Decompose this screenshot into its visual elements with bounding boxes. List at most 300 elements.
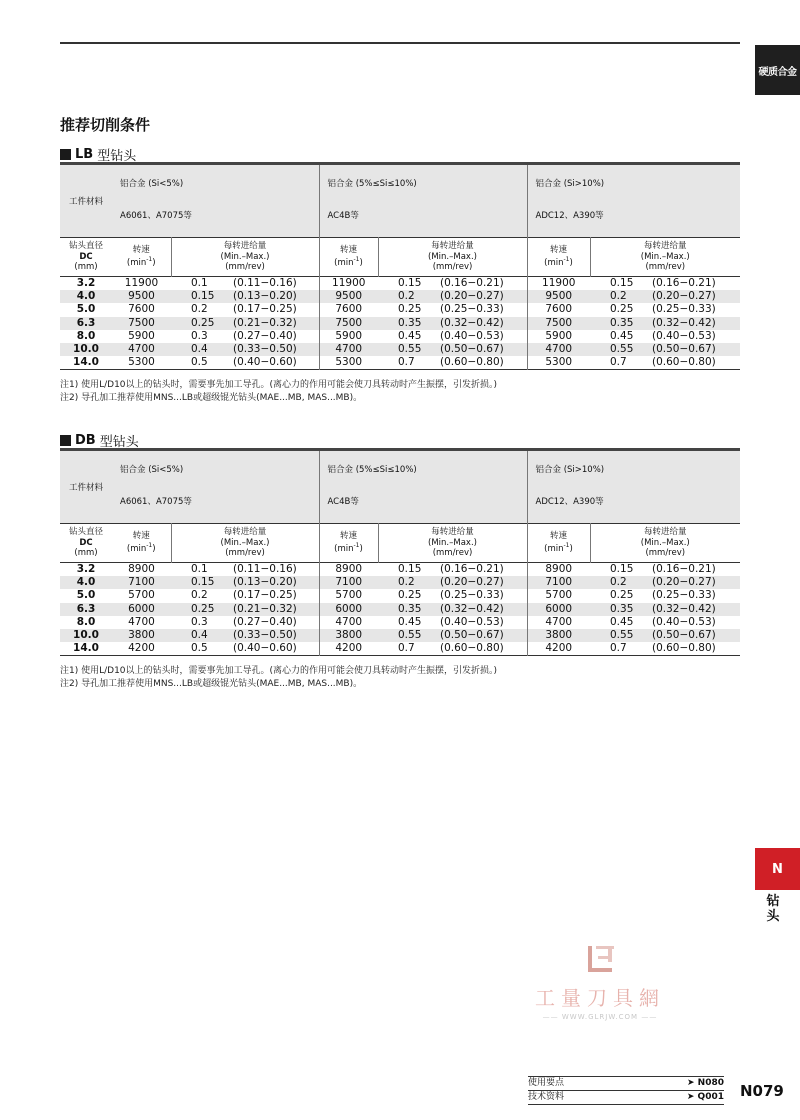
feed-header-line: (mm/rev): [645, 262, 686, 273]
feed-range: (0.13−0.20): [233, 576, 297, 589]
feed-per-rev: [590, 290, 740, 303]
feed-per-rev: [378, 629, 527, 642]
feed-range: (0.16−0.21): [652, 563, 716, 576]
superscript: -1: [563, 256, 570, 264]
table-row: [60, 629, 740, 642]
drill-diameter: 5.0: [76, 303, 96, 316]
drill-diameter: 8.0: [76, 615, 96, 628]
speed-header-line: 转速: [339, 245, 357, 256]
feed-range: (0.32−0.42): [440, 316, 504, 329]
feed-per-rev: [378, 343, 527, 356]
feed-range: (0.16−0.21): [652, 277, 716, 290]
feed-per-rev: [590, 356, 740, 370]
table-row: [60, 616, 740, 629]
spindle-speed: 6000: [527, 603, 590, 616]
page-number: N079: [740, 1082, 784, 1100]
feed-header: [171, 238, 319, 277]
feed-range: (0.21−0.32): [233, 602, 297, 615]
feed-value: 0.2: [398, 290, 415, 303]
spindle-speed: 4200: [527, 642, 590, 656]
feed-value: 0.35: [610, 316, 634, 329]
table-row: [60, 576, 740, 589]
spindle-speed: 8900: [319, 563, 378, 577]
feed-per-rev: [171, 330, 319, 343]
feed-value: 0.15: [610, 563, 634, 576]
feed-per-rev: [171, 277, 319, 291]
feed-per-rev: [378, 290, 527, 303]
feed-header-line: (Min.–Max.): [640, 537, 690, 548]
feed-per-rev: [590, 343, 740, 356]
speed-header-unit: $(\min^{-1})$: [544, 256, 573, 268]
work-material-label: 工件材料: [60, 450, 112, 524]
spindle-speed: 11900: [527, 277, 590, 291]
feed-range: (0.40−0.53): [652, 329, 716, 342]
feed-per-rev: [171, 576, 319, 589]
material-cell: [112, 450, 319, 524]
spindle-speed: 5700: [128, 589, 155, 602]
feed-value: 0.5: [191, 356, 208, 369]
drill-diameter: 4.0: [60, 290, 112, 303]
feed-value: 0.15: [398, 277, 422, 290]
feed-range: (0.13−0.20): [233, 290, 297, 303]
material-grades: AC4B等: [327, 497, 359, 507]
feed-value: 0.25: [191, 316, 215, 329]
spindle-speed: 5300: [128, 356, 155, 369]
spindle-speed: 7600: [128, 303, 155, 316]
feed-per-rev: [378, 616, 527, 629]
superscript: -1: [353, 256, 360, 264]
speed-header-line: 转速: [132, 531, 150, 542]
speed-header: [112, 524, 171, 563]
feed-value: 0.55: [610, 629, 634, 642]
material-grades: AC4B等: [327, 211, 359, 221]
feed-value: 0.15: [610, 277, 634, 290]
feed-value: 0.45: [610, 615, 634, 628]
reference-row[interactable]: [528, 1076, 724, 1090]
spindle-speed: 5300: [527, 356, 590, 370]
feed-per-rev: [590, 589, 740, 602]
feed-range: (0.25−0.33): [652, 589, 716, 602]
spindle-speed: 8900: [527, 563, 590, 577]
feed-range: (0.11−0.16): [233, 563, 297, 576]
feed-range: (0.32−0.42): [652, 602, 716, 615]
feed-per-rev: [378, 603, 527, 616]
side-tab-char: 钻: [766, 894, 780, 909]
feed-header: [378, 524, 527, 563]
speed-header-line: 转速: [132, 245, 150, 256]
speed-header-line: 转速: [339, 531, 357, 542]
feed-value: 0.7: [398, 356, 415, 369]
feed-per-rev: [590, 603, 740, 616]
side-tab-category[interactable]: 硬质合金: [755, 45, 800, 95]
diameter-header: [60, 238, 112, 277]
material-name: 铝合金 (5%≤Si≤10%): [327, 179, 417, 189]
feed-range: (0.60−0.80): [440, 356, 504, 369]
feed-value: 0.35: [610, 602, 634, 615]
side-tab-section-label: [755, 894, 791, 924]
superscript: -1: [146, 542, 153, 550]
feed-range: (0.60−0.80): [440, 642, 504, 655]
feed-per-rev: [171, 642, 319, 656]
watermark-url: —— WWW.GLRJW.COM ——: [542, 1013, 658, 1021]
speed-header-unit: $(\min^{-1})$: [334, 256, 363, 268]
feed-range: (0.25−0.33): [440, 589, 504, 602]
material-cell: [319, 164, 527, 238]
spindle-speed: 7100: [319, 576, 378, 589]
spindle-speed: 4700: [527, 616, 590, 629]
feed-header-line: (Min.–Max.): [220, 251, 270, 262]
cutting-conditions-table-db: [60, 448, 740, 656]
spindle-speed: 6000: [112, 603, 171, 616]
feed-value: 0.2: [191, 303, 208, 316]
feed-per-rev: [378, 589, 527, 602]
column-header-row: [60, 238, 740, 277]
feed-range: (0.33−0.50): [233, 343, 297, 356]
feed-value: 0.15: [398, 563, 422, 576]
feed-range: (0.32−0.42): [440, 602, 504, 615]
material-cell: [527, 164, 740, 238]
feed-header-line: (mm/rev): [645, 548, 686, 559]
feed-header-line: 每转进给量: [431, 527, 474, 538]
speed-header: [112, 238, 171, 277]
note-line: 注1) 使用L/D10以上的钻头时，需要事先加工导孔。(离心力的作用可能会使刀具转动时产生振摆，引发折损。): [60, 380, 498, 390]
feed-value: 0.1: [191, 563, 208, 576]
speed-header-unit: $(\min^{-1})$: [544, 542, 573, 554]
speed-header-line: 转速: [549, 245, 567, 256]
drill-diameter: 3.2: [76, 277, 96, 290]
feed-header-line: (mm/rev): [432, 548, 473, 559]
drill-diameter: 6.3: [60, 317, 112, 330]
feed-per-rev: [378, 303, 527, 316]
spindle-speed: 9500: [112, 290, 171, 303]
note-line: 注2) 导孔加工推荐使用MNS...LB或超级锟光钻头(MAE...MB, MAS...MB)。: [60, 679, 363, 689]
spindle-speed: 7500: [527, 317, 590, 330]
spindle-speed: 4700: [527, 343, 590, 356]
square-bullet-icon: [60, 435, 71, 446]
spindle-speed: 7500: [112, 317, 171, 330]
spindle-speed: 5900: [527, 330, 590, 343]
feed-header-line: (mm/rev): [225, 548, 265, 559]
feed-value: 0.15: [191, 290, 215, 303]
feed-value: 0.25: [610, 303, 634, 316]
drill-diameter: 3.2: [76, 563, 96, 576]
reference-links: [528, 1076, 724, 1105]
feed-range: (0.17−0.25): [233, 303, 297, 316]
cutting-conditions-table-lb: [60, 162, 740, 370]
feed-per-rev: [171, 589, 319, 602]
feed-per-rev: [171, 616, 319, 629]
watermark-logo-icon: [580, 944, 620, 976]
spindle-speed: 9500: [527, 290, 590, 303]
spindle-speed: 4700: [128, 615, 155, 628]
feed-per-rev: [590, 277, 740, 291]
feed-header-line: 每转进给量: [643, 241, 687, 252]
diameter-header-line: (mm): [74, 262, 98, 273]
table-row: [60, 330, 740, 343]
feed-range: (0.40−0.53): [652, 615, 716, 628]
reference-row[interactable]: [528, 1090, 724, 1105]
notes-db: [60, 665, 497, 691]
feed-range: (0.40−0.60): [233, 356, 297, 369]
spindle-speed: 7600: [319, 303, 378, 316]
material-row: [60, 450, 740, 524]
spindle-speed: 8900: [128, 563, 155, 576]
feed-per-rev: [590, 563, 740, 577]
side-tab-char: 头: [766, 909, 780, 924]
feed-value: 0.7: [398, 642, 415, 655]
feed-per-rev: [590, 303, 740, 316]
feed-header-line: (mm/rev): [432, 262, 473, 273]
table-row: [60, 642, 740, 656]
drill-diameter: 6.3: [60, 603, 112, 616]
feed-header-line: (Min.–Max.): [428, 251, 477, 262]
table-row: [60, 356, 740, 370]
diameter-header-line: 钻头直径: [68, 527, 103, 538]
feed-per-rev: [378, 576, 527, 589]
feed-range: (0.27−0.40): [233, 615, 297, 628]
spindle-speed: 11900: [124, 277, 159, 290]
feed-per-rev: [590, 616, 740, 629]
feed-range: (0.40−0.53): [440, 329, 504, 342]
feed-per-rev: [171, 290, 319, 303]
diameter-header-line: DC: [79, 251, 93, 262]
spindle-speed: 5300: [319, 356, 378, 370]
spindle-speed: 3800: [319, 629, 378, 642]
feed-range: (0.16−0.21): [440, 277, 504, 290]
section-title: 推荐切削条件: [60, 116, 151, 134]
reference-code[interactable]: ➤ Q001: [686, 1092, 724, 1102]
feed-per-rev: [378, 317, 527, 330]
spindle-speed: 3800: [527, 629, 590, 642]
material-name: 铝合金 (Si<5%): [120, 179, 184, 189]
feed-range: (0.17−0.25): [233, 589, 297, 602]
spindle-speed: 7100: [112, 576, 171, 589]
feed-per-rev: [590, 576, 740, 589]
material-cell: [319, 450, 527, 524]
table-row: [60, 603, 740, 616]
feed-per-rev: [590, 642, 740, 656]
reference-label: 技术资料: [528, 1092, 565, 1102]
speed-header-line: 转速: [549, 531, 567, 542]
drill-diameter: 4.0: [60, 576, 112, 589]
feed-per-rev: [378, 563, 527, 577]
feed-range: (0.27−0.40): [233, 329, 297, 342]
feed-range: (0.16−0.21): [440, 563, 504, 576]
spindle-speed: 5900: [319, 330, 378, 343]
feed-value: 0.4: [191, 629, 208, 642]
spindle-speed: 9500: [319, 290, 378, 303]
feed-value: 0.1: [191, 277, 208, 290]
feed-per-rev: [590, 317, 740, 330]
feed-header: [590, 238, 740, 277]
feed-range: (0.40−0.60): [233, 642, 297, 655]
drill-type-code: DB: [75, 433, 96, 448]
feed-range: (0.33−0.50): [233, 629, 297, 642]
feed-value: 0.35: [398, 316, 422, 329]
feed-value: 0.2: [191, 589, 208, 602]
feed-value: 0.2: [398, 576, 415, 589]
material-grades: ADC12、A390等: [535, 211, 604, 221]
drill-type-name: 型钻头: [97, 149, 137, 164]
feed-per-rev: [378, 330, 527, 343]
feed-header-line: (mm/rev): [225, 262, 265, 273]
feed-range: (0.50−0.67): [440, 343, 504, 356]
speed-header-unit: $(\min^{-1})$: [334, 542, 363, 554]
spindle-speed: 4700: [319, 616, 378, 629]
spindle-speed: 5700: [319, 589, 378, 602]
feed-header: [590, 524, 740, 563]
feed-header-line: (Min.–Max.): [428, 537, 477, 548]
feed-value: 0.3: [191, 329, 208, 342]
material-grades: A6061、A7075等: [120, 497, 192, 507]
material-name: 铝合金 (5%≤Si≤10%): [327, 465, 417, 475]
feed-range: (0.20−0.27): [440, 576, 504, 589]
feed-header-line: 每转进给量: [643, 527, 687, 538]
side-tab-section-n[interactable]: N: [755, 848, 800, 890]
spindle-speed: 5900: [128, 329, 155, 342]
diameter-header-line: 钻头直径: [68, 241, 103, 252]
material-row: [60, 164, 740, 238]
drill-diameter: 10.0: [60, 629, 112, 642]
spindle-speed: 4200: [319, 642, 378, 656]
feed-value: 0.35: [398, 602, 422, 615]
diameter-header-line: (mm): [74, 548, 98, 559]
material-cell: [112, 164, 319, 238]
feed-per-rev: [378, 356, 527, 370]
drill-diameter: 5.0: [76, 589, 96, 602]
drill-type-name: 型钻头: [99, 435, 139, 450]
feed-range: (0.40−0.53): [440, 615, 504, 628]
material-cell: [527, 450, 740, 524]
speed-header: [319, 238, 378, 277]
spindle-speed: 11900: [319, 277, 378, 291]
feed-per-rev: [590, 330, 740, 343]
material-grades: ADC12、A390等: [535, 497, 604, 507]
feed-range: (0.50−0.67): [440, 629, 504, 642]
top-rule: [60, 42, 740, 44]
reference-label: 使用要点: [528, 1078, 565, 1088]
watermark-text: 工量刀具網: [535, 986, 665, 1010]
spindle-speed: 5700: [527, 589, 590, 602]
drill-diameter: 14.0: [73, 642, 99, 655]
feed-value: 0.25: [398, 589, 422, 602]
feed-value: 0.2: [610, 290, 627, 303]
feed-value: 0.55: [398, 343, 422, 356]
note-line: 注2) 导孔加工推荐使用MNS...LB或超级锟光钻头(MAE...MB, MAS...MB)。: [60, 393, 363, 403]
feed-value: 0.3: [191, 615, 208, 628]
feed-per-rev: [171, 629, 319, 642]
feed-range: (0.50−0.67): [652, 629, 716, 642]
feed-range: (0.60−0.80): [652, 356, 716, 369]
material-name: 铝合金 (Si<5%): [120, 465, 184, 475]
feed-per-rev: [171, 317, 319, 330]
feed-header: [171, 524, 319, 563]
feed-per-rev: [171, 356, 319, 370]
spindle-speed: 7600: [527, 303, 590, 316]
table-row: [60, 317, 740, 330]
feed-range: (0.21−0.32): [233, 316, 297, 329]
feed-range: (0.60−0.80): [652, 642, 716, 655]
feed-value: 0.4: [191, 343, 208, 356]
feed-value: 0.2: [610, 576, 627, 589]
table-row: [60, 563, 740, 577]
spindle-speed: 7100: [527, 576, 590, 589]
notes-lb: [60, 379, 497, 405]
column-header-row: [60, 524, 740, 563]
feed-value: 0.55: [398, 629, 422, 642]
feed-value: 0.25: [610, 589, 634, 602]
square-bullet-icon: [60, 149, 71, 160]
feed-value: 0.55: [610, 343, 634, 356]
spindle-speed: 6000: [319, 603, 378, 616]
feed-value: 0.5: [191, 642, 208, 655]
feed-range: (0.20−0.27): [440, 290, 504, 303]
feed-value: 0.45: [398, 615, 422, 628]
diameter-header: [60, 524, 112, 563]
table-row: [60, 277, 740, 291]
table-row: [60, 290, 740, 303]
superscript: -1: [353, 542, 360, 550]
feed-value: 0.25: [191, 602, 215, 615]
drill-diameter: 8.0: [76, 329, 96, 342]
feed-per-rev: [378, 642, 527, 656]
feed-value: 0.25: [398, 303, 422, 316]
feed-range: (0.32−0.42): [652, 316, 716, 329]
feed-value: 0.7: [610, 356, 627, 369]
note-line: 注1) 使用L/D10以上的钻头时，需要事先加工导孔。(离心力的作用可能会使刀具转动时产生振摆，引发折损。): [60, 666, 498, 676]
feed-range: (0.25−0.33): [652, 303, 716, 316]
speed-header: [527, 238, 590, 277]
material-name: 铝合金 (Si>10%): [535, 465, 605, 475]
feed-range: (0.11−0.16): [233, 277, 297, 290]
feed-header-line: (Min.–Max.): [640, 251, 690, 262]
feed-header-line: (Min.–Max.): [220, 537, 270, 548]
table-row: [60, 343, 740, 356]
feed-range: (0.50−0.67): [652, 343, 716, 356]
feed-per-rev: [378, 277, 527, 291]
feed-per-rev: [171, 303, 319, 316]
table-row: [60, 303, 740, 316]
feed-header-line: 每转进给量: [431, 241, 474, 252]
feed-value: 0.7: [610, 642, 627, 655]
watermark: [520, 944, 680, 1021]
feed-header-line: 每转进给量: [223, 241, 267, 252]
spindle-speed: 7500: [319, 317, 378, 330]
feed-per-rev: [171, 563, 319, 577]
reference-code[interactable]: ➤ N080: [687, 1078, 724, 1088]
feed-per-rev: [171, 343, 319, 356]
feed-per-rev: [590, 629, 740, 642]
drill-diameter: 10.0: [60, 343, 112, 356]
speed-header: [527, 524, 590, 563]
table-row: [60, 589, 740, 602]
feed-value: 0.45: [610, 329, 634, 342]
drill-diameter: 14.0: [73, 356, 99, 369]
superscript: -1: [146, 256, 153, 264]
feed-header-line: 每转进给量: [223, 527, 267, 538]
spindle-speed: 4200: [128, 642, 155, 655]
speed-header-unit: $(\min^{-1})$: [126, 542, 156, 554]
feed-range: (0.20−0.27): [652, 290, 716, 303]
feed-range: (0.25−0.33): [440, 303, 504, 316]
feed-header: [378, 238, 527, 277]
diameter-header-line: DC: [79, 537, 93, 548]
superscript: -1: [563, 542, 570, 550]
spindle-speed: 3800: [112, 629, 171, 642]
feed-range: (0.20−0.27): [652, 576, 716, 589]
feed-per-rev: [171, 603, 319, 616]
material-grades: A6061、A7075等: [120, 211, 192, 221]
